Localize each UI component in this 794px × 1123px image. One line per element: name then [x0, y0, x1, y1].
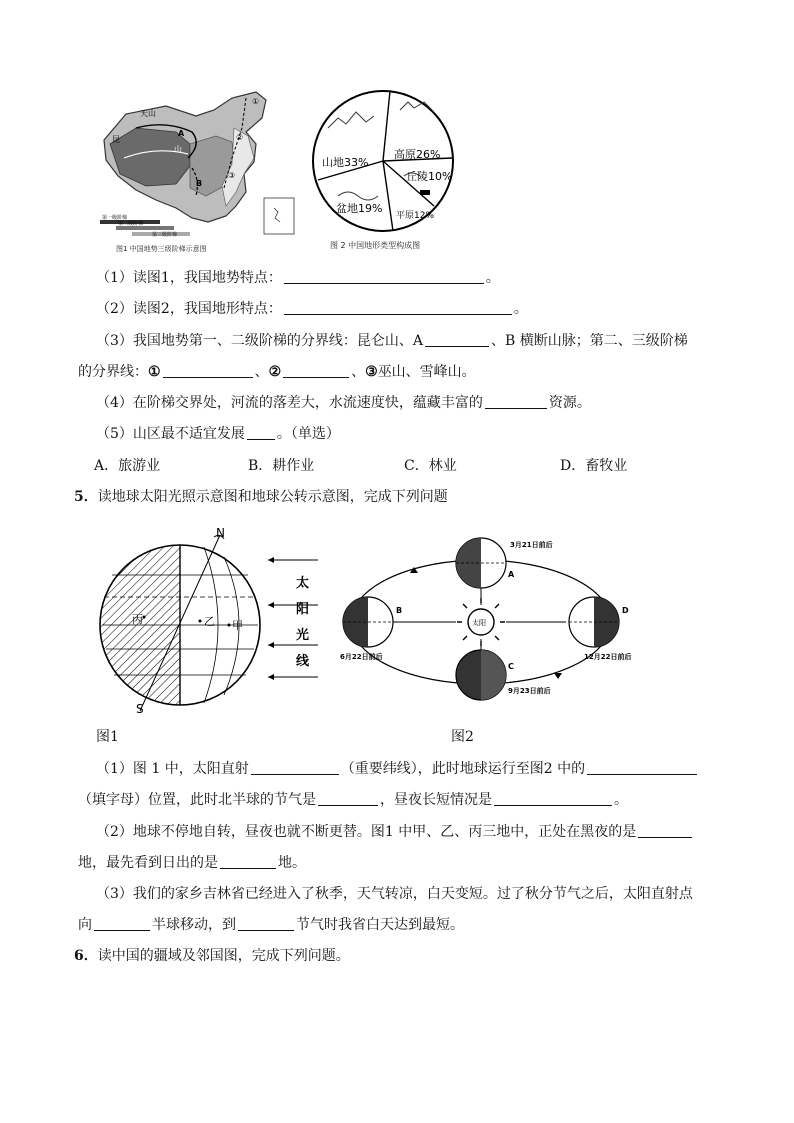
point-jia: 甲 — [232, 619, 243, 632]
fig1-label: 图1 — [96, 729, 119, 745]
earth-position-c — [456, 650, 551, 700]
answer-blank[interactable] — [318, 790, 378, 806]
svg-text:B: B — [396, 606, 403, 615]
q5-part2-line2: 地，最先看到日出的是 地。 — [78, 855, 306, 871]
answer-blank[interactable] — [485, 393, 547, 409]
sunlight-char-4: 线 — [296, 654, 310, 669]
earth-position-a — [456, 538, 553, 588]
sunlight-char-1: 太 — [296, 576, 310, 591]
terrain-type-pie — [308, 88, 458, 256]
q4-part3-line1: （3）我国地势第一、二级阶梯的分界线：昆仑山、A 、B 横断山脉；第二、三级阶梯 — [96, 333, 688, 349]
q4-part2: （2）读图2，我国地形特点： 。 — [96, 301, 528, 317]
legend-step-2: 第二级阶梯 — [118, 221, 144, 227]
label-circle-1: ① — [252, 97, 260, 106]
earth-position-d — [569, 597, 631, 661]
option-c[interactable]: C．林业 — [404, 458, 457, 474]
pie-caption: 图 2 中国地形类型构成图 — [330, 241, 421, 250]
answer-blank[interactable] — [587, 759, 697, 775]
answer-blank[interactable] — [284, 299, 512, 315]
slice-label-hills: 丘陵10% — [406, 170, 453, 183]
answer-blank[interactable] — [638, 822, 692, 838]
fig2-label: 图2 — [451, 729, 474, 745]
option-b[interactable]: B．耕作业 — [248, 458, 315, 474]
date-jun: 6月22日前后 — [340, 653, 383, 661]
north-pole-label: N — [216, 526, 225, 540]
answer-blank[interactable] — [247, 424, 275, 440]
terrain-steps-map — [96, 88, 302, 256]
q5-part2-line1: （2）地球不停地自转，昼夜也就不断更替。图1 中甲、乙、丙三地中，正处在黑夜的是 — [96, 822, 694, 842]
label-b: B — [196, 179, 203, 188]
sunlight-char-3: 光 — [296, 628, 310, 643]
map-caption: 图1 中国地势三级阶梯示意图 — [116, 245, 207, 253]
answer-blank[interactable] — [163, 362, 253, 378]
svg-text:太阳: 太阳 — [472, 619, 486, 627]
south-pole-label: S — [136, 702, 144, 716]
label-kun: 昆 — [112, 135, 120, 144]
label-circle-2: ② — [236, 133, 244, 142]
svg-text:3月21日前后: 3月21日前后 — [510, 541, 553, 549]
label-circle-3: ③ — [228, 171, 236, 180]
slice-label-plateau: 高原26% — [394, 148, 441, 161]
svg-text:D: D — [622, 606, 629, 615]
earth-illumination-figure — [92, 525, 332, 720]
answer-blank[interactable] — [238, 915, 294, 931]
legend-step-3: 第三级阶梯 — [152, 232, 178, 238]
answer-blank[interactable] — [494, 790, 612, 806]
svg-text:12月22日前后: 12月22日前后 — [584, 653, 632, 661]
answer-blank[interactable] — [251, 759, 339, 775]
q5-part3-line1: （3）我们的家乡吉林省已经进入了秋季，天气转凉，白天变短。过了秋分节气之后，太阳直射点 — [96, 886, 693, 902]
label-a: A — [178, 129, 185, 138]
option-d[interactable]: D．畜牧业 — [560, 458, 628, 474]
point-yi: 乙 — [204, 615, 215, 628]
svg-text:9月23日前后: 9月23日前后 — [508, 687, 551, 695]
answer-blank[interactable] — [283, 362, 349, 378]
q5-title: 5．读地球太阳光照示意图和地球公转示意图，完成下列问题 — [74, 489, 448, 505]
earth-revolution-figure — [336, 525, 636, 705]
q4-part5: （5）山区最不适宜发展 。（单选） — [96, 426, 340, 442]
q6-title: 6．读中国的疆域及邻国图，完成下列问题。 — [74, 948, 350, 964]
answer-blank[interactable] — [425, 331, 489, 347]
point-bing: 丙 — [132, 613, 143, 626]
q4-part3-line2: 的分界线：① 、② 、③巫山、雪峰山。 — [78, 364, 476, 380]
slice-label-basin: 盆地19% — [336, 202, 383, 215]
svg-text:A: A — [508, 570, 515, 579]
q5-part3-line2: 向 半球移动，到 节气时我省白天达到最短。 — [78, 917, 464, 933]
sun-icon — [457, 598, 505, 646]
option-a[interactable]: A．旅游业 — [94, 458, 161, 474]
answer-blank[interactable] — [220, 853, 276, 869]
slice-label-plain: 平原12% — [396, 211, 435, 221]
sunlight-char-2: 阳 — [296, 602, 310, 617]
svg-text:C: C — [508, 662, 514, 671]
q4-part4: （4）在阶梯交界处，河流的落差大，水流速度快，蕴藏丰富的 资源。 — [96, 395, 591, 411]
earth-position-b — [340, 597, 402, 661]
answer-blank[interactable] — [94, 915, 150, 931]
q5-part1-line1: （1）图 1 中，太阳直射 （重要纬线），此时地球运行至图2 中的 — [96, 759, 699, 779]
label-shan: 山 — [174, 145, 182, 154]
label-tianshan: 天山 — [140, 109, 156, 118]
q5-part1-line2: （填字母）位置，此时北半球的节气是 ，昼夜长短情况是 。 — [78, 792, 628, 808]
q4-part1: （1）读图1，我国地势特点： 。 — [96, 270, 500, 286]
legend-step-1: 第一级阶梯 — [102, 215, 128, 221]
slice-label-mountain: 山地33% — [322, 156, 369, 169]
answer-blank[interactable] — [284, 268, 484, 284]
